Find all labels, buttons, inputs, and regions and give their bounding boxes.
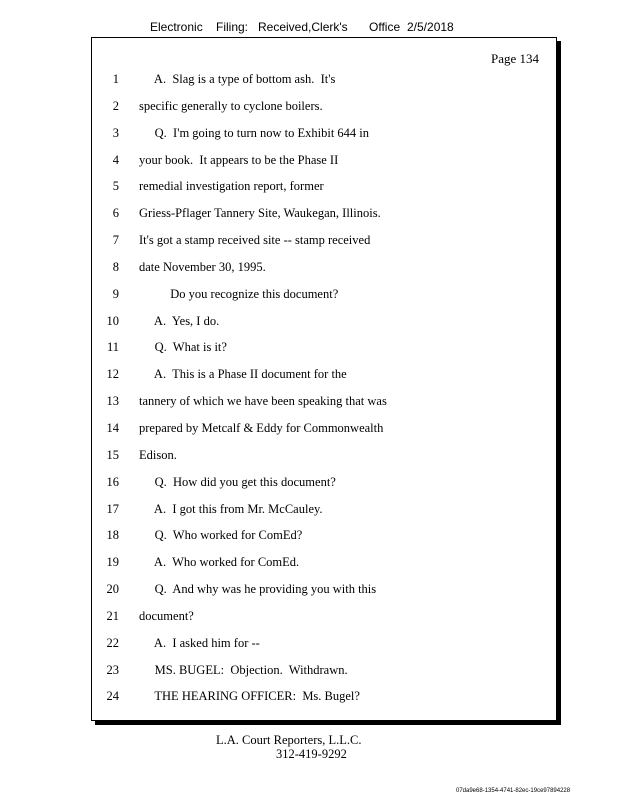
header-received: Received,Clerk's xyxy=(258,20,348,34)
line-number: 4 xyxy=(112,152,119,167)
line-text: Q. And why was he providing you with this xyxy=(139,582,377,597)
line-number: 22 xyxy=(106,635,119,650)
header-filing: Filing: xyxy=(216,20,249,34)
line-text: It's got a stamp received site -- stamp received xyxy=(139,233,371,248)
line-number: 7 xyxy=(112,233,119,248)
line-text: tannery of which we have been speaking that was xyxy=(139,394,387,409)
line-number: 20 xyxy=(106,582,119,597)
line-number: 1 xyxy=(112,72,119,86)
line-number: 24 xyxy=(106,689,119,704)
line-number: 21 xyxy=(106,608,119,623)
line-number: 11 xyxy=(106,340,119,355)
header-electronic: Electronic xyxy=(150,20,203,34)
line-number: 6 xyxy=(112,206,119,221)
line-text: A. I asked him for -- xyxy=(139,635,260,650)
line-text: A. This is a Phase II document for the xyxy=(139,367,347,382)
line-number: 15 xyxy=(106,447,119,462)
line-text: Q. What is it? xyxy=(139,340,227,355)
page-number: Page 134 xyxy=(490,51,539,66)
header-date: 2/5/2018 xyxy=(407,20,454,34)
line-number: 23 xyxy=(106,662,119,677)
document-id: 07da9e68-1354-4741-82ec-19ce97894228 xyxy=(456,788,571,794)
line-text: Q. I'm going to turn now to Exhibit 644 in xyxy=(139,125,370,140)
line-text: Edison. xyxy=(139,447,177,462)
line-text: date November 30, 1995. xyxy=(139,259,266,274)
line-number: 9 xyxy=(112,286,119,301)
line-text: remedial investigation report, former xyxy=(139,179,324,194)
reporter-company: L.A. Court Reporters, L.L.C. xyxy=(216,733,362,747)
line-text: specific generally to cyclone boilers. xyxy=(139,98,323,113)
line-number: 13 xyxy=(106,394,119,409)
line-text: Q. How did you get this document? xyxy=(139,474,336,489)
line-number: 3 xyxy=(112,125,119,140)
line-text: A. Who worked for ComEd. xyxy=(139,555,300,570)
line-number: 12 xyxy=(106,367,119,382)
line-text: A. Yes, I do. xyxy=(139,313,220,328)
line-number: 5 xyxy=(112,179,119,194)
line-number: 19 xyxy=(106,555,119,570)
line-text: Griess-Pflager Tannery Site, Waukegan, Illinois. xyxy=(139,206,381,221)
line-text: MS. BUGEL: Objection. Withdrawn. xyxy=(139,662,348,677)
line-text: Q. Who worked for ComEd? xyxy=(139,528,303,543)
line-number: 17 xyxy=(106,501,119,516)
line-number: 8 xyxy=(112,259,119,274)
line-text: document? xyxy=(139,608,194,623)
line-text: prepared by Metcalf & Eddy for Commonwealth xyxy=(139,420,384,435)
line-number: 10 xyxy=(106,313,119,328)
line-text: A. Slag is a type of bottom ash. It's xyxy=(139,72,336,86)
line-text: your book. It appears to be the Phase II xyxy=(139,152,339,167)
line-number: 16 xyxy=(106,474,119,489)
line-number: 18 xyxy=(106,528,119,543)
header-office: Office xyxy=(369,20,401,34)
filing-stamp-header xyxy=(150,20,454,34)
line-number: 2 xyxy=(112,98,119,113)
transcript-page xyxy=(91,37,557,721)
reporter-phone: 312-419-9292 xyxy=(276,747,347,761)
line-text: Do you recognize this document? xyxy=(139,286,339,301)
line-text: THE HEARING OFFICER: Ms. Bugel? xyxy=(139,689,360,704)
line-text: A. I got this from Mr. McCauley. xyxy=(139,501,323,516)
line-number: 14 xyxy=(106,420,119,435)
